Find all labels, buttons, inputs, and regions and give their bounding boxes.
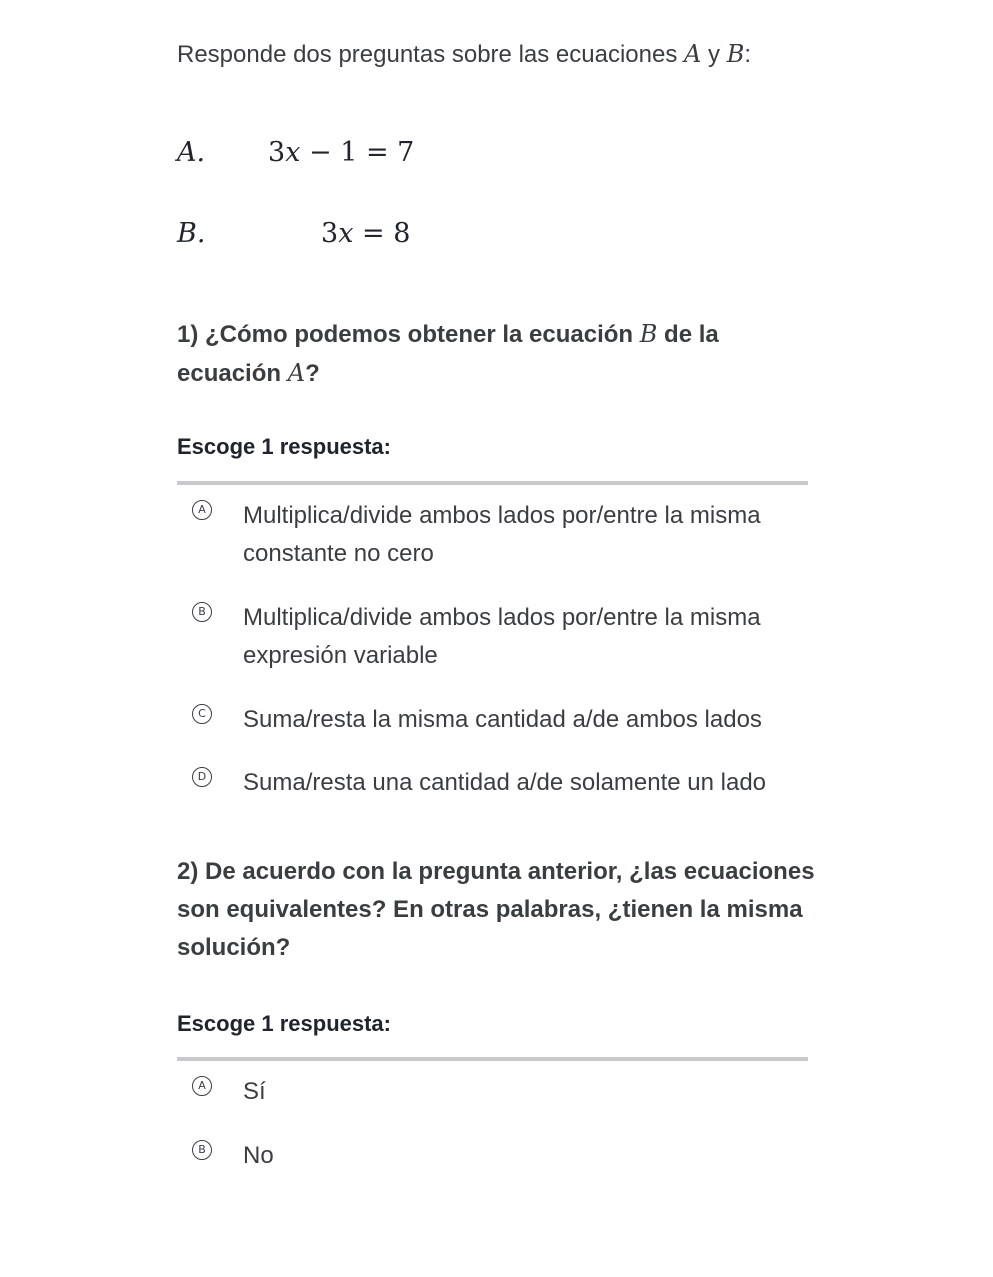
equation-rest: − 1 = 7 [300, 137, 415, 168]
divider [177, 481, 808, 485]
equation-var: x [285, 137, 301, 168]
choice-text: Suma/resta la misma cantidad a/de ambos lados [243, 706, 762, 733]
equation-rest: = 8 [353, 218, 411, 249]
choice-bubble-icon[interactable]: C [192, 704, 212, 724]
math-var-b: B [726, 40, 745, 68]
q1-option-b[interactable] [192, 599, 812, 675]
question-2-prompt: 2) De acuerdo con la pregunta anterior, ¿las ecuaciones son equivalentes? En otras palabras, ¿tienen la misma solución? [177, 858, 815, 961]
choice-text: Sí [243, 1078, 266, 1105]
divider [177, 1057, 808, 1061]
choice-text: Suma/resta una cantidad a/de solamente un lado [243, 769, 767, 796]
choose-one-label: Escoge 1 respuesta: [177, 434, 391, 459]
question-text-part: 1) ¿Cómo podemos obtener la ecuación [177, 321, 640, 348]
q2-option-a[interactable] [192, 1073, 812, 1111]
choice-text: Multiplica/divide ambos lados por/entre la misma constante no cero [243, 502, 761, 567]
equation-label: B. [177, 218, 206, 249]
choice-bubble-icon[interactable]: B [192, 1140, 212, 1160]
math-var-b: B [639, 320, 658, 348]
choice-text: Multiplica/divide ambos lados por/entre la misma expresión variable [243, 604, 761, 669]
q1-option-c[interactable] [192, 701, 812, 739]
equation-expression [321, 218, 410, 249]
q2-option-b[interactable] [192, 1137, 812, 1175]
equation-coef: 3 [321, 218, 339, 249]
equation-coef: 3 [268, 137, 286, 168]
math-var-a: A [684, 40, 702, 68]
q1-option-d[interactable] [192, 764, 812, 802]
question-1-prompt [177, 315, 817, 393]
choice-bubble-icon[interactable]: A [192, 1076, 212, 1096]
intro-text-part: : [744, 41, 751, 68]
choice-bubble-icon[interactable]: A [192, 500, 212, 520]
equation-var: x [338, 218, 354, 249]
intro-text [177, 40, 751, 69]
choose-one-label: Escoge 1 respuesta: [177, 1011, 391, 1036]
q1-option-a[interactable] [192, 497, 812, 573]
equation-expression [268, 137, 414, 168]
math-var-a: A [287, 359, 306, 387]
choice-bubble-icon[interactable]: D [192, 767, 212, 787]
intro-text-part: y [701, 41, 727, 68]
choice-text: No [243, 1142, 274, 1169]
question-text-part: ? [305, 360, 320, 387]
equation-label: A. [177, 137, 206, 168]
choice-bubble-icon[interactable]: B [192, 602, 212, 622]
question-text-part: de la ecuación [177, 321, 719, 387]
intro-text-part: Responde dos preguntas sobre las ecuaciones [177, 41, 684, 68]
